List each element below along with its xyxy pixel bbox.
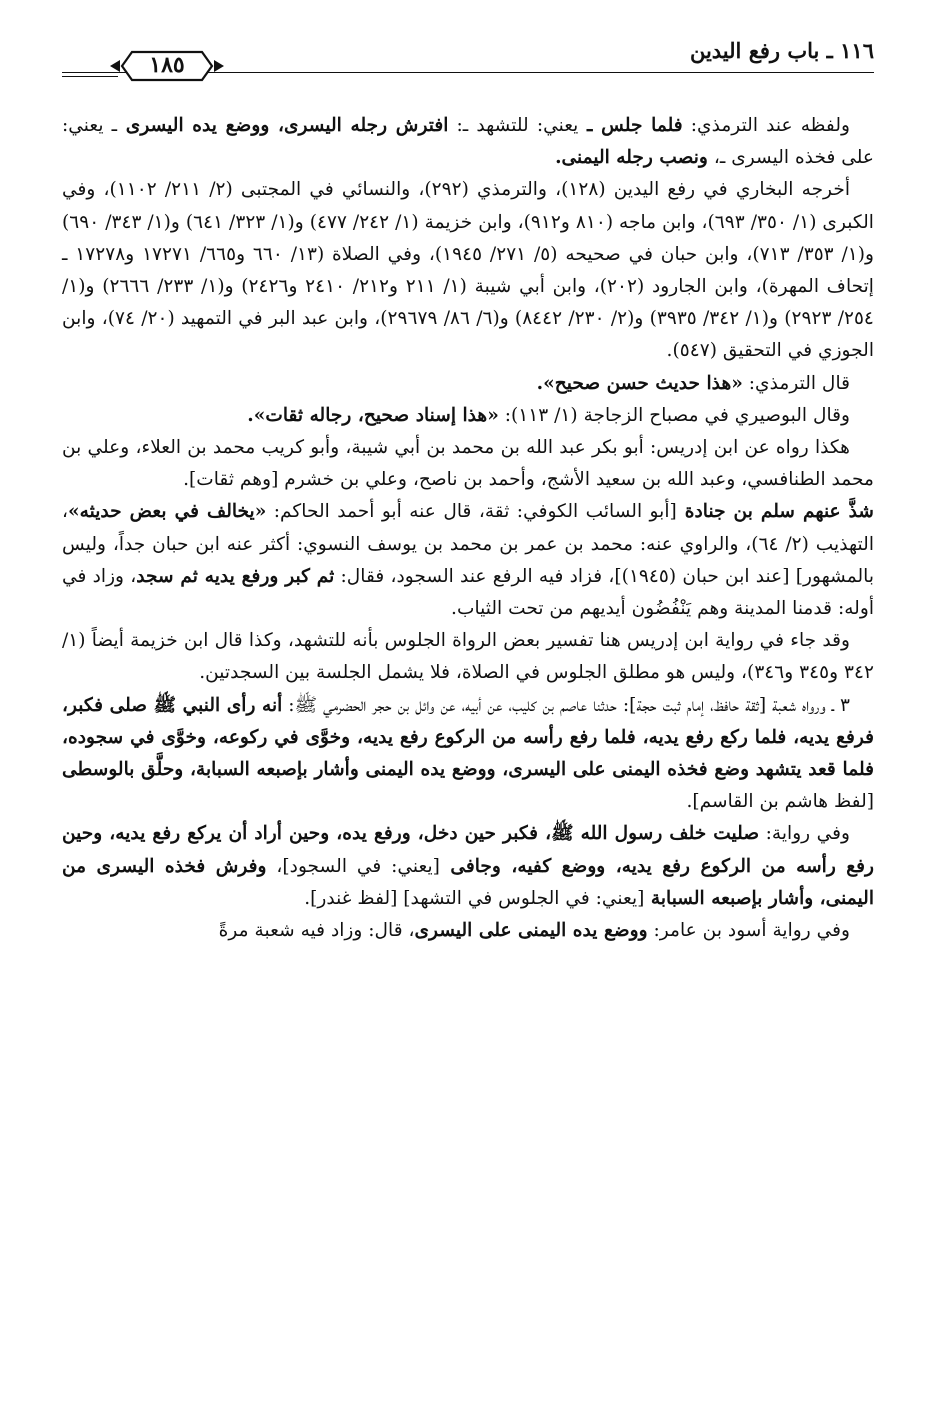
- paragraph: [62, 625, 874, 689]
- text-run: وقد جاء في رواية ابن إدريس هنا تفسير بعض الرواة الجلوس بأنه للتشهد، وكذا قال ابن خزيمة أيضاً (١/ ٣٤٢ و٣٤٥ و٣٤٦)، وليس هو مطلق الجلوس في الصلاة، فلا يشمل الجلسة بين السجدتين.: [62, 630, 874, 684]
- bold-text: فلما جلس ـ: [578, 115, 683, 136]
- bold-text: افترش رجله اليسرى، ووضع يده اليسرى: [117, 115, 449, 136]
- paragraph: [62, 690, 874, 819]
- paragraph: [62, 110, 874, 174]
- paragraph: [62, 368, 874, 400]
- text-run: وفي رواية أسود بن عامر:: [647, 920, 850, 942]
- text-run: [أبو السائب الكوفي: ثقة، قال عنه أبو أحمد الحاكم:: [266, 501, 677, 523]
- text-run: وقال البوصيري في مصباح الزجاجة (١/ ١١٣):: [498, 404, 850, 426]
- text-run: ولفظه عند الترمذي:: [682, 115, 850, 136]
- text-run: [لفظ هاشم بن القاسم].: [686, 791, 874, 813]
- bold-text: أنه رأى النبي ﷺ صلى فكبر، فرفع يديه، فلما ركع رفع يديه، فلما رفع رأسه من الركوع رفع يديه، وخوَّى في ركوعه، وخوَّى في سجوده، فلما قعد يتشهد وضع فخذه اليمنى على اليسرى، ووضع يده اليمنى وأشار بإصبعه السبابة، وحلَّق بالوسطى: [62, 694, 874, 781]
- bold-text: وفرش فخذه اليسرى من اليمنى، وأشار بإصبعه السبابة: [62, 855, 874, 909]
- text-run: [يعني: في السجود]،: [266, 855, 440, 877]
- bold-text: شذَّ عنهم سلم بن جنادة: [676, 501, 874, 523]
- page-number: ١٨٥: [149, 52, 185, 78]
- bold-text: ونصب رجله اليمنى.: [555, 147, 708, 169]
- bold-text: صليت خلف رسول الله ﷺ، فكبر حين دخل، ورفع يده، وحين أراد أن يركع رفع يديه، وحين رفع رأسه من الركوع رفع يديه، ووضع كفيه، وجافى: [62, 823, 875, 877]
- page-header: [62, 38, 874, 88]
- text-run: ، التهذيب (٢/ ٦٤)، والراوي عنه: محمد بن عمر بن محمد بن يوسف النسوي: أكثر عنه ابن حبان جداً، وليس بالمشهور] [عند ابن حبان (١٩٤٥)]، فزاد فيه الرفع عند السجود، فقال:: [62, 501, 874, 587]
- text-run: ٣ ـ ورواه شعبة [ثقة حافظ، إمام ثبت حجة]: حدثنا عاصم بن كليب، عن أبيه، عن وائل بن حجر الحضرمي ﷺ:: [282, 694, 850, 716]
- bold-text: «يخالف في بعض حديثه»: [68, 501, 267, 523]
- text-run: قال الترمذي:: [742, 372, 850, 394]
- running-title: ١١٦ ـ باب رفع اليدين: [689, 38, 874, 63]
- text-run: وفي رواية:: [759, 823, 851, 845]
- paragraph: [62, 496, 874, 625]
- text-run: ـ يعني: على فخذه اليسرى ـ،: [62, 115, 874, 169]
- paragraph: [62, 174, 874, 367]
- bold-text: ثم كبر ورفع يديه ثم سجد: [136, 565, 335, 587]
- paragraph: [62, 818, 874, 915]
- paragraph: [62, 915, 874, 947]
- text-run: هكذا رواه عن ابن إدريس: أبو بكر عبد الله بن محمد بن أبي شيبة، وأبو كريب محمد بن العلاء، وعلي بن محمد الطنافسي، وعبد الله بن سعيد الأشج، وأحمد بن ناصح، وعلي بن خشرم [وهم ثقات].: [62, 437, 874, 491]
- paragraph: [62, 400, 874, 432]
- text-run: أخرجه البخاري في رفع اليدين (١٢٨)، والترمذي (٢٩٢)، والنسائي في المجتبى (٢/ ٢١١/ ١١٠٢)، وفي الكبرى (١/ ٣٥٠/ ٦٩٣)، وابن ماجه (٨١٠ و٩١٢)، وابن خزيمة (١/ ٢٤٢/ ٤٧٧) و(١/ ٣٢٣/ ٦٤١) و(١/ ٣٤٣/ ٦٩٠) و(١/ ٣٥٣/ ٧١٣)، وابن حبان في صحيحه (٥/ ٢٧١/ ١٩٤٥)، وفي الصلاة (١٣/ ٦٦٠ و٦٦٥/ ١٧٢٧١ و١٧٢٧٨ ـ إتحاف المهرة)، وابن الجارود (٢٠٢)، وابن أبي شيبة (١/ ٢١١ و٢١٢/ ٢٤١٠ و٢٤٢٦) و(١/ ٢٣٣/ ٢٦٦٦) و(١/ ٢٥٤/ ٢٩٢٣) و(١/ ٣٤٢/ ٣٩٣٥) و(٢/ ٢٣٠/ ٨٤٤٢) و(٦/ ٨٦/ ٢٩٦٧٩)، وابن عبد البر في التمهيد (٢٠/ ٧٤)، وابن الجوزي في التحقيق (٥٤٧).: [62, 179, 875, 362]
- paragraph: [62, 432, 874, 496]
- bold-text: «هذا حديث حسن صحيح».: [536, 372, 743, 394]
- page-number-ornament: [108, 46, 226, 86]
- text-run: ، قال: وزاد فيه شعبة مرةً: [218, 920, 415, 942]
- bold-text: ووضع يده اليمنى على اليسرى: [414, 920, 648, 942]
- body-text: [62, 110, 874, 947]
- text-run: ، وزاد في أوله: قدمنا المدينة وهم يَنْفُضُون أيديهم من تحت الثياب.: [62, 565, 874, 620]
- text-run: يعني: للتشهد ـ:: [448, 115, 579, 136]
- bold-text: «هذا إسناد صحيح، رجاله ثقات».: [247, 404, 499, 426]
- text-run: [يعني: في الجلوس في التشهد] [لفظ غندر].: [304, 887, 645, 909]
